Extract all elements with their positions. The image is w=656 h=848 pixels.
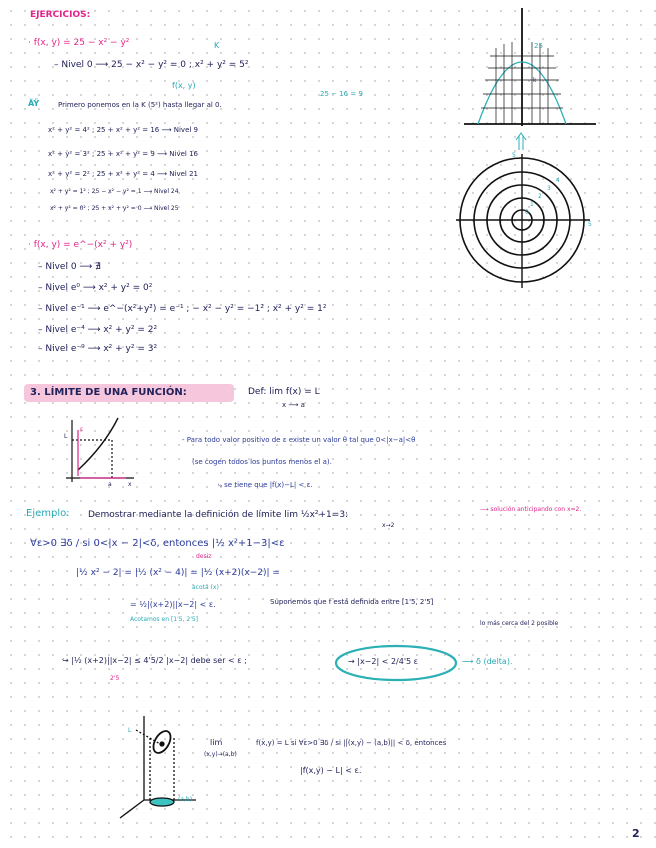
- example-line3: = ½|(x+2)||x−2| < ε.: [130, 600, 216, 609]
- section-def-sub: x ⟶ a: [282, 401, 305, 409]
- paraboloid-figure: [464, 8, 596, 126]
- fig3-point: (a,b): [178, 796, 193, 803]
- ex1-func: · f(x, y) = 25 − x² − y²: [28, 38, 130, 48]
- example-line1: ∀ε>0 ∃δ / si 0<|x − 2|<δ, entonces |½ x²+1−3|<ε: [30, 538, 285, 549]
- limit2-sub: (x,y)→(a,b): [204, 751, 237, 758]
- example-note-top: desiz: [196, 553, 212, 560]
- example-line4: ↪ |½ (x+2)||x−2| ≤ 4'5/2 |x−2| debe ser < ε ;: [62, 656, 247, 665]
- example-line3-note: Suponemos que f está definida entre [1'5, 2'5]: [270, 598, 434, 606]
- ex1-row: x² + y² = 0² ; 25 + x² + y² = 0 ⟶ Nivel 25: [50, 205, 179, 212]
- page-number: 2: [632, 827, 640, 840]
- example-note-mid: acota (x): [192, 584, 219, 591]
- example-acotamos: Acotamos en [1'5, 2'5]: [130, 616, 199, 623]
- section-title: 3. LÍMITE DE UNA FUNCIÓN:: [30, 387, 187, 398]
- ex1-row: x² + y² = 2² ; 25 + x² + y² = 4 ⟶ Nivel 21: [48, 170, 198, 178]
- ex1-row: x² + y² = 3² ; 25 + x² + y² = 9 ⟶ Nivel 16: [48, 150, 198, 158]
- ex1-row: x² + y² = 1² ; 25 − x² − y² = 1 ⟶ Nivel 24: [50, 188, 179, 195]
- graph-x: x: [128, 481, 132, 488]
- ex2-func: · f(x, y) = e^−(x² + y²): [28, 240, 133, 250]
- example-lim-sub: x→2: [382, 522, 395, 529]
- limit2-lim: lim: [210, 738, 223, 747]
- ex1-method-note: 25 − 16 = 9: [320, 90, 363, 98]
- limit-desc-line1: - Para todo valor positivo de ε existe un valor θ tal que 0<|x−a|<θ: [182, 436, 416, 444]
- level-curves-figure: [456, 154, 590, 288]
- circle-label: 0: [525, 209, 529, 216]
- ex2-row: – Nivel e⁻¹ ⟶ e^−(x²+y²) = e⁻¹ ; − x² − y² = −1² ; x² + y² = 1²: [38, 304, 327, 314]
- fig3-L: L: [128, 727, 132, 734]
- ex2-row: – Nivel 0 ⟶ ∄: [38, 262, 101, 272]
- limit-graph: [66, 418, 134, 482]
- ex1-row: x² + y² = 4² ; 25 + x² + y² = 16 ⟶ Nivel 9: [48, 126, 198, 134]
- circle-label: 5: [588, 221, 592, 228]
- ex2-row: – Nivel e⁻⁹ ⟶ x² + y² = 3²: [38, 344, 158, 354]
- limit2-text: f(x,y) = L si ∀ε>0 ∃δ / si ||(x,y) − (a,b)|| < δ, entonces: [256, 739, 447, 747]
- heading: EJERCICIOS:: [30, 10, 91, 20]
- graph-a: a: [108, 481, 112, 488]
- ex1-method: Primero ponemos en la K (5²) hasta llegar al 0.: [58, 101, 222, 109]
- example-label: Ejemplo:: [26, 508, 70, 519]
- section-def: Def: lim f(x) = L: [248, 387, 320, 397]
- paraboloid-label-top: 25: [534, 42, 543, 50]
- limit2-line2: |f(x,y) − L| < ε.: [300, 766, 362, 775]
- example-oval-text: → |x−2| < 2/4'5 ε: [348, 657, 418, 666]
- circle-label: 2: [538, 193, 542, 200]
- ex2-row: – Nivel e⁰ ⟶ x² + y² = 0²: [38, 283, 153, 293]
- ex1-under: f(x, y): [172, 81, 196, 90]
- limit-desc-line3: ⤷ se tiene que |f(x)−L| < ε.: [218, 481, 313, 489]
- example-sub25: 2'5: [110, 675, 120, 682]
- k-label: K: [214, 41, 220, 50]
- graph-eps: ε: [80, 426, 84, 433]
- example-line2: |½ x² − 2| = |½ (x² − 4)| = |½ (x+2)(x−2)| =: [76, 568, 280, 578]
- ex1-nivel0: – Nivel 0 ⟶ 25 − x² − y² = 0 ; x² + y² = 5²: [54, 60, 249, 70]
- paraboloid-label-k: k: [533, 77, 537, 84]
- example-range-note: lo más cerca del 2 posible: [480, 620, 559, 627]
- graph-L: L: [64, 433, 68, 440]
- info-icon: ÃŸ: [28, 99, 40, 108]
- ex2-row: – Nivel e⁻⁴ ⟶ x² + y² = 2²: [38, 325, 158, 335]
- example-text: Demostrar mediante la definición de límite lim ½x²+1=3:: [88, 510, 349, 520]
- circle-label: 3: [547, 185, 551, 192]
- circle-label: 5: [512, 152, 516, 159]
- limit-desc-line2: (se cogen todos los puntos menos el a).: [192, 458, 332, 466]
- circle-label: 1: [530, 201, 534, 208]
- example-delta: ⟶ δ (delta).: [462, 657, 513, 666]
- circle-label: 4: [556, 177, 560, 184]
- example-side-note: ⟶ solución anticipando con x=2.: [480, 506, 582, 513]
